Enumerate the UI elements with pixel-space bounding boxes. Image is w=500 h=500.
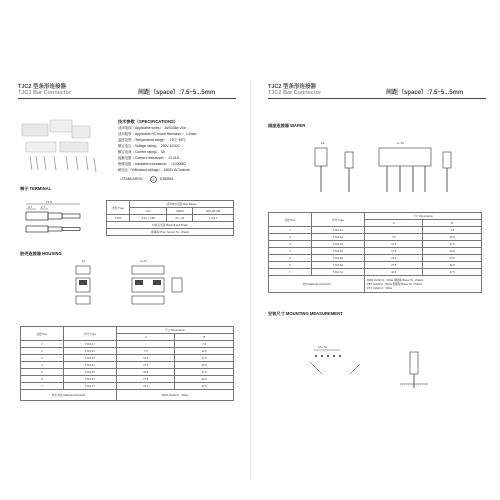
- table-cell: TJC2-5A: [312, 255, 365, 262]
- table-cell: 12.5: [423, 234, 482, 241]
- table-cell: 12.5: [365, 241, 423, 248]
- spec-line-5: 额定电流（Current rating）：3A: [118, 150, 165, 154]
- table-cell: 6: [21, 376, 64, 383]
- table-cell: TJC2-6A: [312, 262, 365, 269]
- table-cell: 2: [21, 348, 64, 355]
- wafer-pin-1: 铜镀锡 Brass Tin - Plated: [393, 279, 423, 282]
- table-row: [21, 348, 234, 355]
- right-pitch: 间距（space）:7.5~5...5mm: [386, 90, 464, 96]
- right-header-rule: [268, 98, 486, 99]
- terminal-dim-b: 1.7: [41, 205, 46, 209]
- spec-heading: 技术参数（SPECIFICATIONS）: [118, 119, 178, 124]
- housing-col-a: A: [117, 334, 175, 341]
- housing-col-b: B: [175, 334, 234, 341]
- housing-table: [20, 326, 234, 401]
- table-cell: 5: [269, 255, 312, 262]
- housing-material: 材质 材质 Material and Finish: [21, 390, 117, 401]
- table-cell: 1: [269, 227, 312, 234]
- table-cell: -: [365, 227, 423, 234]
- table-cell: TJC2-6Y: [64, 376, 117, 383]
- spec-cert: E355961: [160, 177, 174, 181]
- table-row: [269, 241, 482, 248]
- wafer-col-part: 料号 Type: [312, 213, 365, 227]
- product-photo: [20, 118, 110, 178]
- terminal-sub-wire: Wire ød (Ta): [193, 208, 234, 215]
- terminal-sub-mm2: mm²: [130, 208, 167, 215]
- table-row: [21, 376, 234, 383]
- terminal-plating: 镀镍锡 Phos. bronze Tin - Plated: [107, 229, 234, 236]
- right-title-en: TJC2 Bar Connector: [268, 90, 322, 96]
- table-cell: TJC2-2A: [312, 234, 365, 241]
- table-cell: 22.5: [365, 255, 423, 262]
- table-cell: 17.5: [423, 241, 482, 248]
- table-cell: 7: [21, 383, 64, 390]
- table-cell: TJC2-7A: [312, 269, 365, 276]
- table-cell: 17.5: [175, 355, 234, 362]
- table-cell: 32.5: [117, 383, 175, 390]
- table-row: [269, 262, 482, 269]
- wafer-col-a: A: [365, 220, 423, 227]
- table-cell: -: [117, 341, 175, 348]
- table-cell: 22.5: [423, 248, 482, 255]
- spec-line-3: 温度范围（Temperature range）：-25℃~85℃: [118, 138, 187, 142]
- terminal-cell-type: TJC2: [107, 215, 130, 222]
- housing-heading: 胶壳连接器 HOUSING: [20, 251, 62, 256]
- table-row: [269, 255, 482, 262]
- table-cell: 22.5: [175, 362, 234, 369]
- housing-finish: PA66 UL94V-0：White: [117, 390, 234, 401]
- terminal-table: [106, 200, 234, 236]
- table-cell: 7: [269, 269, 312, 276]
- table-cell: 17.5: [365, 248, 423, 255]
- table-cell: TJC2-7Y: [64, 383, 117, 390]
- wafer-finish-3: PCT UL94V-0：White: [367, 287, 393, 290]
- table-cell: 7.5: [175, 341, 234, 348]
- housing-label-multi: 2~4Y: [140, 259, 148, 263]
- spec-line-1: 适用电线（Applicable wires）：AWG26#~20#: [118, 126, 186, 130]
- table-cell: 6: [269, 262, 312, 269]
- table-cell: TJC2-3A: [312, 241, 365, 248]
- table-row: [269, 227, 482, 234]
- table-cell: 1: [21, 341, 64, 348]
- terminal-header-range: 适用电线范围 Wire Range: [130, 201, 234, 208]
- table-cell: 17.5: [117, 362, 175, 369]
- left-title-en: TJC2 Bar Connector: [18, 90, 72, 96]
- table-cell: 27.5: [117, 376, 175, 383]
- spec-standard: （STANDARDS）: [118, 177, 146, 181]
- table-cell: 32.5: [175, 376, 234, 383]
- table-row: [21, 362, 234, 369]
- wafer-drawing: [285, 140, 485, 202]
- table-cell: 32.5: [423, 262, 482, 269]
- wafer-col-dim: 尺寸 Dimensions: [365, 213, 482, 220]
- wafer-label-1a: 1A: [321, 141, 325, 145]
- terminal-header-type: 类型 Type: [107, 201, 130, 215]
- housing-drawing: [60, 258, 210, 314]
- wafer-finish-2: PBT UL94V-0：White: [367, 283, 393, 286]
- table-cell: 2: [269, 234, 312, 241]
- table-cell: TJC2-4Y: [64, 362, 117, 369]
- table-row: [269, 248, 482, 255]
- table-row: [21, 383, 234, 390]
- housing-col-pos: 位数 Pos.: [21, 327, 64, 341]
- table-cell: 7.5: [365, 234, 423, 241]
- wafer-finish-1: PA66 UL94V-0：White: [367, 279, 394, 282]
- table-cell: 12.5: [175, 348, 234, 355]
- page-divider: [250, 80, 251, 480]
- ul-mark-icon: [150, 176, 157, 183]
- table-row: [21, 341, 234, 348]
- table-cell: 12.5: [117, 355, 175, 362]
- left-pitch: 间距（space）:7.5~5...5mm: [138, 90, 216, 96]
- table-cell: [365, 276, 482, 293]
- table-cell: 7.5: [423, 227, 482, 234]
- table-cell: TJC2-4A: [312, 248, 365, 255]
- terminal-cell-wire: 1.9-0.7: [193, 215, 234, 222]
- terminal-dim-total: 13.5: [46, 200, 52, 204]
- wafer-pin-2: 铜镀锡 Brass Tin - Plated: [392, 283, 422, 286]
- terminal-dim-a: 3.7: [28, 205, 33, 209]
- table-cell: 7.5: [117, 348, 175, 355]
- table-row: [21, 369, 234, 376]
- table-cell: TJC2-5Y: [64, 369, 117, 376]
- table-cell: 3: [21, 355, 64, 362]
- table-cell: TJC2-3Y: [64, 355, 117, 362]
- mount-label: 1A~7A: [318, 345, 328, 349]
- wafer-table: [268, 212, 482, 293]
- table-cell: TJC2-2Y: [64, 348, 117, 355]
- wafer-col-pos: 位数 Pos.: [269, 213, 312, 227]
- spec-line-4: 额定电压（Voltage rating）：250V AC/DC: [118, 144, 180, 148]
- table-cell: 22.5: [117, 369, 175, 376]
- mounting-heading: 安装尺寸 MOUNTING MEASUREMENT: [268, 311, 343, 316]
- table-row: [21, 355, 234, 362]
- housing-col-part: 料号 Type: [64, 327, 117, 341]
- table-cell: 37.5: [175, 383, 234, 390]
- svg-text:UL: UL: [151, 177, 156, 182]
- table-cell: 27.5: [175, 369, 234, 376]
- left-title-cn: TJC2 型条形连接器: [18, 84, 66, 90]
- terminal-material: 材质及表面 Material and Finish: [107, 222, 234, 229]
- table-cell: 37.5: [423, 269, 482, 276]
- terminal-heading: 端子 TERMINAL: [20, 186, 52, 191]
- terminal-drawing: [22, 200, 102, 236]
- table-cell: 3: [269, 241, 312, 248]
- terminal-cell-awg: 26 ~ 20: [167, 215, 193, 222]
- wafer-material: 材质 Material and Finish: [269, 276, 365, 293]
- table-cell: TJC2-1Y: [64, 341, 117, 348]
- table-row: [269, 269, 482, 276]
- housing-label-1y: 1Y: [82, 259, 86, 263]
- spec-line-2: 适用板厚（Applicable PC board thickness）：1.6mm: [118, 132, 197, 136]
- table-cell: 4: [21, 362, 64, 369]
- table-cell: TJC2-1A: [312, 227, 365, 234]
- table-cell: 27.5: [365, 262, 423, 269]
- right-title-cn: TJC2 型条形连接器: [268, 84, 316, 90]
- wafer-col-b: B: [423, 220, 482, 227]
- table-cell: 5: [21, 369, 64, 376]
- housing-col-dim: 尺寸 Dimensions: [117, 327, 234, 334]
- terminal-cell-mm2: 0.13 ~ 0.58: [130, 215, 167, 222]
- spec-line-8: 耐电压（Withstand voltage）：1500V AC/minute: [118, 168, 190, 172]
- table-row: [269, 234, 482, 241]
- spec-line-7: 绝缘电阻（Insulation resistance）：>1000MΩ: [118, 162, 186, 166]
- spec-line-6: 接触电阻（Contact resistance）：<0.01Ω: [118, 156, 180, 160]
- wafer-label-multi: 2~7A: [397, 141, 405, 145]
- wafer-heading: 插座连接器 WAFER: [268, 123, 306, 128]
- mounting-drawing: [300, 340, 440, 400]
- terminal-sub-awg: AWG#: [167, 208, 193, 215]
- table-cell: 27.5: [423, 255, 482, 262]
- left-header-rule: [18, 98, 236, 99]
- table-cell: 4: [269, 248, 312, 255]
- table-cell: 32.5: [365, 269, 423, 276]
